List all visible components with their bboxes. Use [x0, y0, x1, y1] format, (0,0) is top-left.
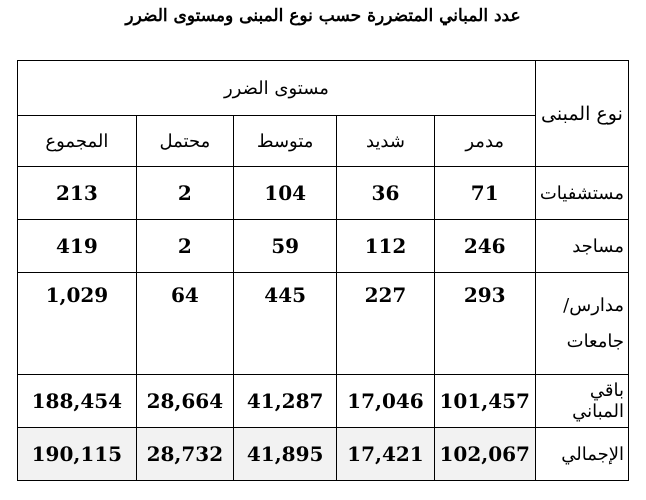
column-header-destroyed: مدمر	[434, 116, 535, 167]
table-cell: 188,454	[18, 375, 137, 428]
table-cell: 28,664	[136, 375, 233, 428]
row-label: مستشفيات	[535, 167, 628, 220]
table-cell: 64	[136, 273, 233, 375]
damage-table	[17, 60, 629, 481]
total-cell: 102,067	[434, 428, 535, 481]
table-row	[18, 273, 629, 375]
table-title: عدد المباني المتضررة حسب نوع المبنى ومستوى الضرر	[125, 6, 521, 26]
table-cell: 17,046	[337, 375, 434, 428]
column-header-moderate: متوسط	[233, 116, 336, 167]
table-row	[18, 220, 629, 273]
table-cell: 213	[18, 167, 137, 220]
table-cell: 293	[434, 273, 535, 375]
row-label: باقي المباني	[535, 375, 628, 428]
table-cell: 445	[233, 273, 336, 375]
column-header-sum: المجموع	[18, 116, 137, 167]
table-cell: 59	[233, 220, 336, 273]
table-cell: 2	[136, 167, 233, 220]
row-label: مدارس/ جامعات	[535, 273, 628, 375]
table-cell: 101,457	[434, 375, 535, 428]
total-cell: 17,421	[337, 428, 434, 481]
building-type-header: نوع المبنى	[535, 61, 628, 167]
column-header-severe: شديد	[337, 116, 434, 167]
total-row	[18, 428, 629, 481]
column-header-possible: محتمل	[136, 116, 233, 167]
table-cell: 71	[434, 167, 535, 220]
table-cell: 227	[337, 273, 434, 375]
table-cell: 1,029	[18, 273, 137, 375]
table-cell: 36	[337, 167, 434, 220]
table-cell: 246	[434, 220, 535, 273]
table-cell: 419	[18, 220, 137, 273]
table-row	[18, 167, 629, 220]
total-cell: 28,732	[136, 428, 233, 481]
table-row	[18, 375, 629, 428]
table-cell: 2	[136, 220, 233, 273]
total-label: الإجمالي	[535, 428, 628, 481]
row-label: مساجد	[535, 220, 628, 273]
table-cell: 112	[337, 220, 434, 273]
table-cell: 41,287	[233, 375, 336, 428]
table-cell: 104	[233, 167, 336, 220]
damage-level-header: مستوى الضرر	[18, 61, 536, 116]
total-cell: 190,115	[18, 428, 137, 481]
total-cell: 41,895	[233, 428, 336, 481]
